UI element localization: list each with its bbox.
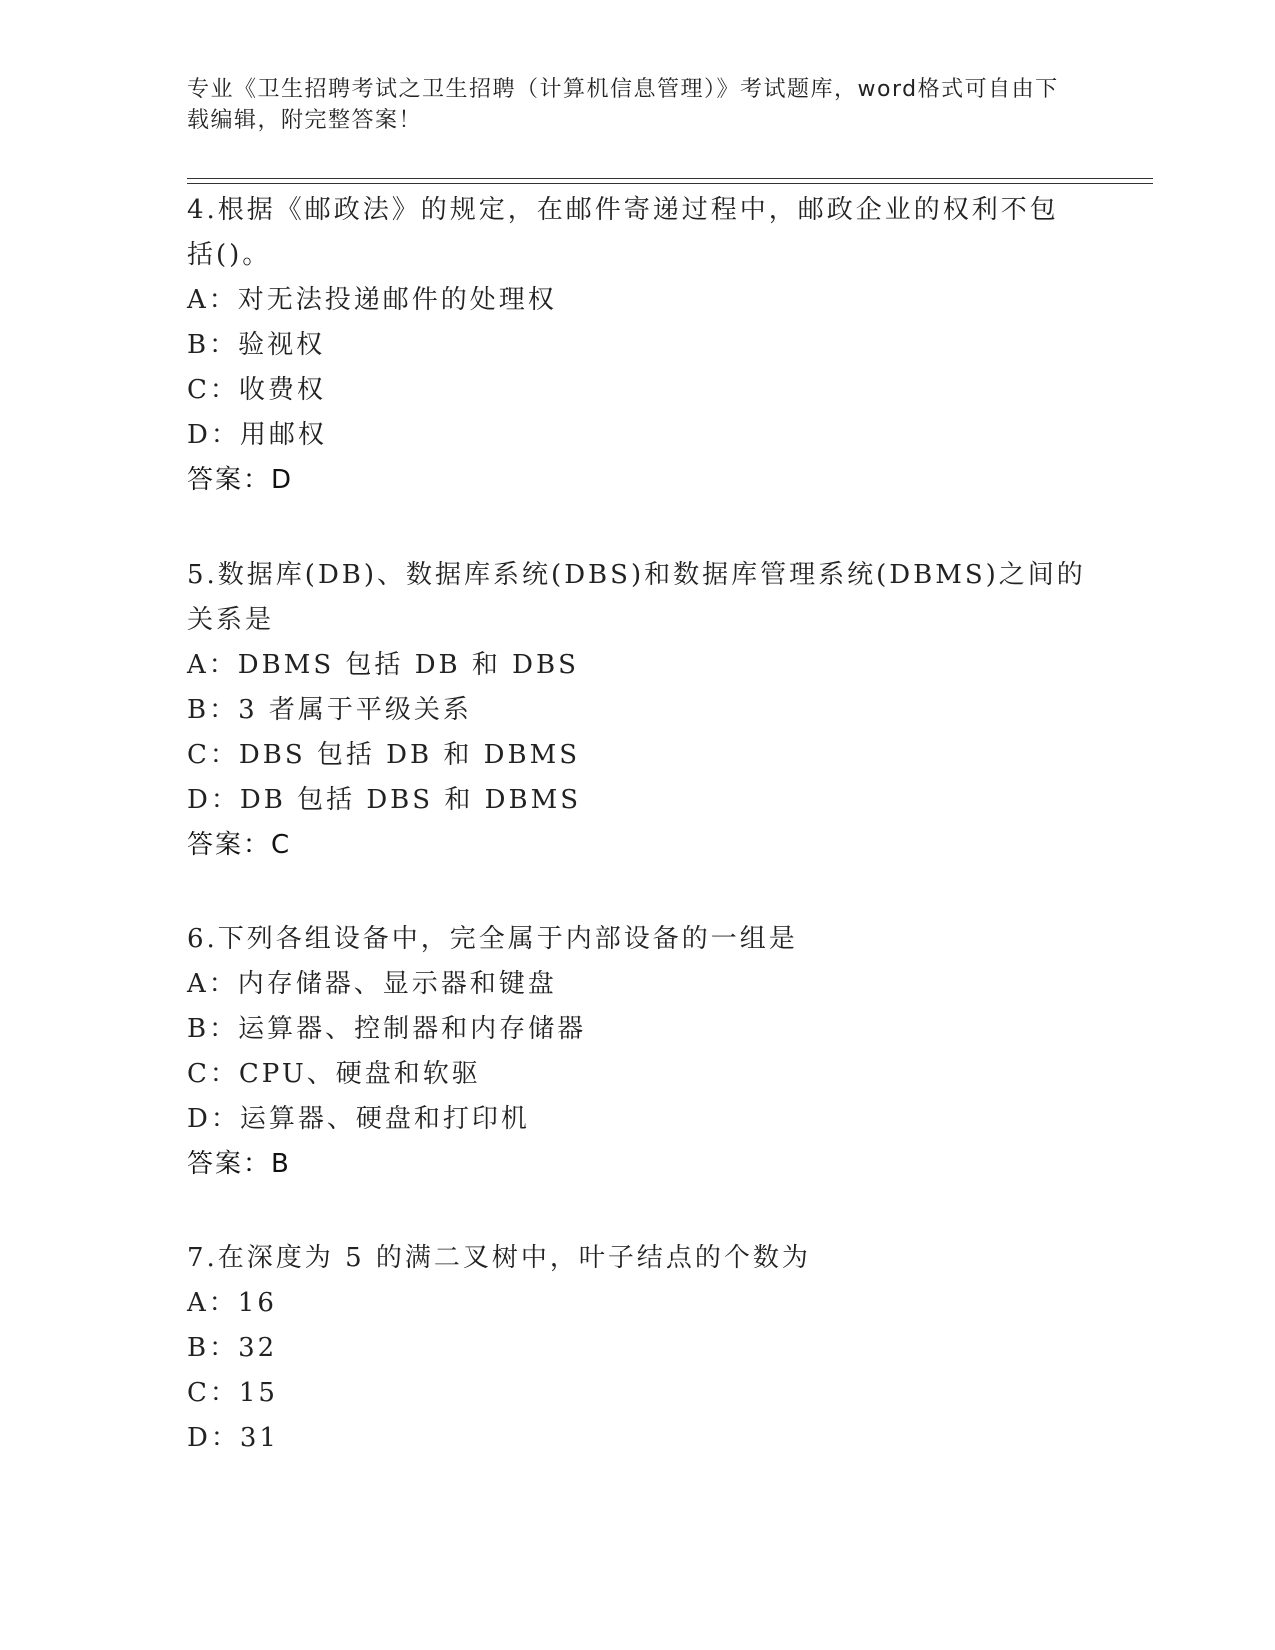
option-a: A：DBMS 包括 DB 和 DBS <box>187 650 579 680</box>
option-d: D：用邮权 <box>187 420 327 450</box>
option-b: B：3 者属于平级关系 <box>187 695 472 725</box>
answer: 答案：D <box>187 465 294 495</box>
question-6 <box>187 917 1087 1187</box>
option-c: C：收费权 <box>187 375 326 405</box>
option-c: C：DBS 包括 DB 和 DBMS <box>187 740 581 770</box>
question-stem: 6.下列各组设备中，完全属于内部设备的一组是 <box>187 924 798 954</box>
question-4 <box>187 188 1087 503</box>
option-d: D：运算器、硬盘和打印机 <box>187 1104 530 1134</box>
question-stem: 5.数据库(DB)、数据库系统(DBS)和数据库管理系统(DBMS)之间的关系是 <box>187 560 1086 635</box>
option-c: C：15 <box>187 1378 278 1408</box>
question-stem: 7.在深度为 5 的满二叉树中，叶子结点的个数为 <box>187 1243 811 1273</box>
question-7 <box>187 1236 1087 1461</box>
document-header: 专业《卫生招聘考试之卫生招聘（计算机信息管理）》考试题库，word格式可自由下载编辑，附完整答案！ <box>187 77 1059 133</box>
option-b: B：32 <box>187 1333 278 1363</box>
option-c: C：CPU、硬盘和软驱 <box>187 1059 481 1089</box>
answer: 答案：B <box>187 1149 291 1179</box>
question-stem: 4.根据《邮政法》的规定，在邮件寄递过程中，邮政企业的权利不包括()。 <box>187 195 1059 270</box>
option-b: B：验视权 <box>187 330 326 360</box>
option-a: A：16 <box>187 1288 277 1318</box>
option-d: D：31 <box>187 1423 279 1453</box>
option-a: A：内存储器、显示器和键盘 <box>187 969 557 999</box>
header-rule-bottom <box>187 183 1153 184</box>
question-5 <box>187 553 1087 868</box>
option-a: A：对无法投递邮件的处理权 <box>187 285 557 315</box>
option-d: D：DB 包括 DBS 和 DBMS <box>187 785 582 815</box>
header-rule-top <box>187 178 1153 179</box>
option-b: B：运算器、控制器和内存储器 <box>187 1014 587 1044</box>
answer: 答案：C <box>187 830 292 860</box>
